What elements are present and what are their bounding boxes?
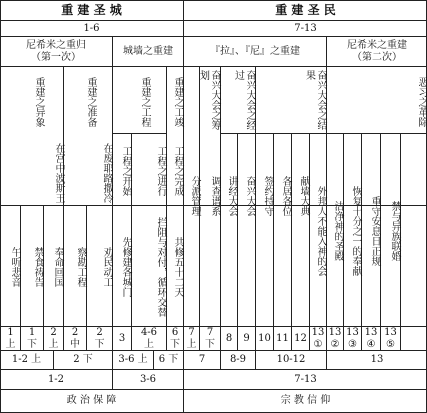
ref-cell: 2 下 xyxy=(94,327,105,350)
detail-encourage: 劝民动工 xyxy=(101,247,112,287)
ref-cell: 13 ④ xyxy=(364,327,378,350)
section-completion: 重建之工竣 xyxy=(172,76,183,127)
topic-cleanse-temple: 洁净神的圣殿 xyxy=(332,201,343,261)
right-title: 重 建 圣 民 xyxy=(275,2,336,17)
ref-cell: 13 ⑤ xyxy=(384,327,397,350)
section-reform: 恶习之革除 xyxy=(416,76,427,127)
footer-range-mid: 3-6 xyxy=(139,373,157,385)
detail-52-days: 共修五十二天 xyxy=(172,237,183,297)
ref-cell: 7 下 xyxy=(205,327,215,350)
footer-range-right: 7-13 xyxy=(294,373,317,385)
ref-cell: 12 xyxy=(294,332,307,344)
detail-gates: 先修建各城门 xyxy=(120,237,131,297)
detail-fasting-prayer: 禁食祷告 xyxy=(32,247,43,287)
range-cell: 10-12 xyxy=(276,354,306,366)
detail-opposition: 拦阻与对付，循环交替 xyxy=(155,217,166,317)
section-preparation: 重建之准备 xyxy=(85,76,96,127)
ref-cell: 10 xyxy=(258,332,271,344)
group-wall-rebuild: 城墙之重建 xyxy=(123,45,173,57)
range-cell: 6 下 xyxy=(158,354,179,366)
ref-cell: 1 下 xyxy=(27,327,37,350)
left-title: 重 建 圣 城 xyxy=(61,2,122,17)
detail-sad-news: 午听悲音 xyxy=(9,247,20,287)
ref-cell: 13 ③ xyxy=(346,327,359,350)
footer-religious-theme: 宗 教 信 仰 xyxy=(280,395,331,407)
topic-wall-dedication: 献墙大典 xyxy=(298,176,309,216)
ref-cell: 8 xyxy=(225,332,233,344)
group-second-return: 尼希米之重建 （第二次） xyxy=(347,40,407,63)
range-cell: 3-6 上 xyxy=(118,354,148,366)
group-ezra-nehemiah: 『拉』、『尼』之重建 xyxy=(210,45,300,57)
ref-cell: 3 xyxy=(118,332,126,344)
topic-covenant: 签约持守 xyxy=(262,176,273,216)
range-cell: 8-9 xyxy=(229,354,247,366)
topic-residence: 各居各位 xyxy=(280,176,291,216)
detail-inspect: 察勘工程 xyxy=(75,247,86,287)
left-range: 1-6 xyxy=(83,22,100,34)
footer-political-theme: 政 治 保 障 xyxy=(66,395,117,407)
footer-range-left: 1-2 xyxy=(47,373,65,385)
topic-assign-management: 分派管理 xyxy=(189,176,200,216)
section-revival-results: 奋兴大会之结果 xyxy=(303,70,326,130)
topic-mixed-marriage: 禁与异族联婚 xyxy=(389,201,400,261)
topic-sabbath: 重守安息日正规 xyxy=(369,196,380,266)
topic-ruined-jerusalem: 在废耶路撒冷 xyxy=(101,142,112,203)
ref-cell: 1 上 xyxy=(5,327,16,350)
ref-cell: 2 中 xyxy=(70,327,80,350)
group-first-return: 尼希米之重归 （第一次） xyxy=(26,40,86,63)
topic-work-progress: 工程之进行 xyxy=(155,145,166,196)
topic-work-begins: 工程之开始 xyxy=(120,145,131,196)
section-vision: 重建之异象 xyxy=(33,76,44,127)
topic-scripture-reading: 讲经大会 xyxy=(226,176,237,216)
range-cell: 2 下 xyxy=(73,354,93,366)
topic-persian-court: 在宫中波斯王 xyxy=(53,142,64,203)
right-range: 7-13 xyxy=(294,22,317,34)
section-revival-planning: 奋兴大会之筹划 xyxy=(197,70,220,130)
topic-restore-tithe: 恢复十分之一的奉献 xyxy=(350,186,361,276)
ref-cell: 2 上 xyxy=(48,327,59,350)
topic-work-complete: 工程之完成 xyxy=(172,145,183,196)
ref-cell: 9 xyxy=(243,332,250,344)
ref-cell: 4-6 上 xyxy=(140,327,158,350)
ref-cell: 11 xyxy=(276,332,289,344)
ref-cell: 13 ② xyxy=(328,327,342,350)
section-revival-process: 奋兴大会之经过 xyxy=(232,70,255,130)
ref-cell: 6 下 xyxy=(170,327,180,350)
range-cell: 7 xyxy=(198,354,206,366)
detail-return-home: 奉命回国 xyxy=(52,247,63,287)
ref-cell: 13 ① xyxy=(311,327,325,350)
ref-cell: 7 上 xyxy=(186,327,197,350)
topic-revival-meeting: 奋兴大会 xyxy=(244,176,255,216)
range-cell: 1-2 上 xyxy=(11,354,42,366)
topic-foreigners-excluded: 外邦人不能入神的会 xyxy=(315,186,326,276)
topic-genealogy: 调查谱系 xyxy=(209,176,220,216)
range-cell: 13 xyxy=(370,354,384,366)
section-construction: 重建之工程 xyxy=(139,76,150,127)
